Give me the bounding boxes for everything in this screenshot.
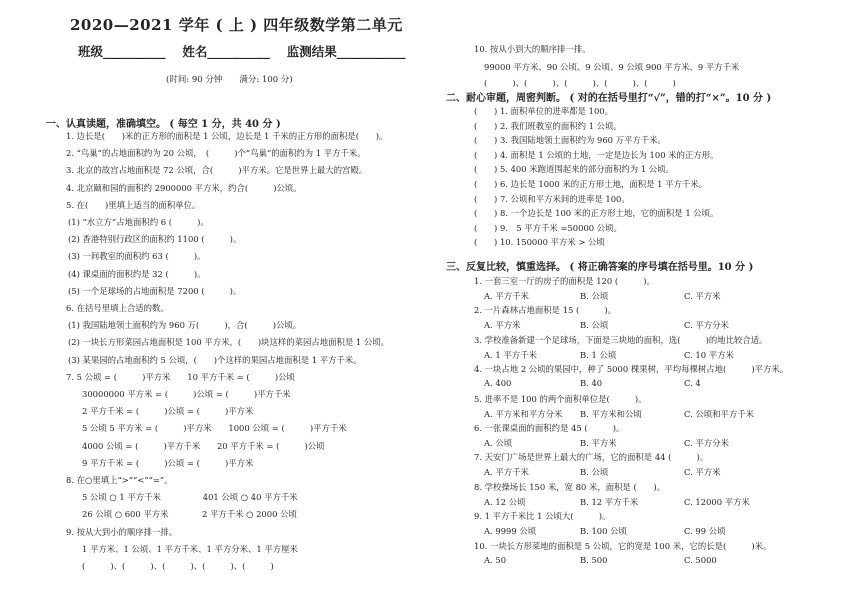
s3-option-c-1: C. 平方米	[684, 291, 721, 301]
s1-line-9: (4) 课桌面的面积约是 32 ( )。	[68, 269, 206, 279]
s3-option-b-10: B. 500	[580, 555, 608, 565]
s3-option-c-3: C. 10 平方米	[684, 350, 734, 360]
s1-line-26: ( )、( )、( )、( )、( )	[82, 561, 274, 571]
s3-option-c-9: C. 99 公顷	[684, 526, 726, 536]
s1-line-15: 7. 5 公顷 = ( )平方米 10 平方千米 = ( )公顷	[66, 372, 295, 382]
s2-line-5: ( ) 5. 400 米跑道围起来的部分面积约为 1 公顷。	[474, 164, 674, 174]
s2-line-8: ( ) 8. 一个边长是 100 米的正方形土地，它的面积是 1 公顷。	[474, 208, 719, 218]
s1-line-23: 26 公顷 ○ 600 平方米 2 平方千米 ○ 2000 公顷	[82, 509, 297, 519]
s3-option-a-2: A. 平方米	[484, 320, 521, 330]
page-title: 2020—2021 学年 ( 上 ) 四年级数学第二单元	[70, 16, 403, 34]
s3-option-a-4: A. 400	[484, 378, 512, 388]
s1-line-1: 1. 边长是( )米的正方形的面积是 1 公顷，边长是 1 千米的正方形的面积是( )。	[66, 131, 388, 141]
s1-line-8: (3) 一间教室的面积约 63 ( )。	[68, 251, 206, 261]
s3-question-8: 8. 学校操场长 150 米，宽 80 米，面积是 ( )。	[474, 482, 666, 492]
s3-option-a-10: A. 50	[484, 555, 507, 565]
s3-option-a-8: A. 12 公顷	[484, 497, 526, 507]
section-3-heading: 三、反复比较，慎重选择。 ( 将正确答案的序号填在括号里。10 分 )	[446, 262, 754, 273]
s3-option-b-1: B. 公顷	[580, 291, 609, 301]
s1-line-18: 5 公顷 5 平方米 = ( )平方米 1000 公顷 = ( )平方千米	[82, 423, 347, 433]
s3-option-a-5: A. 平方米和平方分米	[484, 409, 563, 419]
student-info-line: 班级__________ 姓名__________ 监测结果___________	[78, 44, 406, 59]
s3-question-2: 2. 一片森林占地面积是 15 ( )。	[474, 305, 617, 315]
s3-option-c-7: C. 平方米	[684, 467, 721, 477]
s1-line-12: (1) 我国陆地领土面积约为 960 万( )，合( )公顷。	[68, 320, 302, 330]
s2-line-7: ( ) 7. 公顷和平方米间的进率是 100。	[474, 194, 630, 204]
s3-option-c-5: C. 公顷和平方千米	[684, 409, 755, 419]
s2-line-6: ( ) 6. 边长是 1000 米的正方形土地，面积是 1 平方千米。	[474, 179, 708, 189]
s1-line-20: 9 平方千米 = ( )公顷 = ( )平方米	[82, 458, 254, 468]
s1-line-5: 5. 在( )里填上适当的面积单位。	[66, 200, 201, 210]
s2-line-9: ( ) 9. 5 平方千米 =50000 公顷。	[474, 223, 622, 233]
s3-option-c-10: C. 5000	[684, 555, 717, 565]
s3-question-10: 10. 一块长方形菜地的面积是 5 公顷，它的宽是 100 米，它的长是( )米。	[474, 541, 772, 551]
s3-option-b-9: B. 100 公顷	[580, 526, 627, 536]
s3-option-b-4: B. 40	[580, 378, 603, 388]
s3-option-b-3: B. 1 公顷	[580, 350, 617, 360]
s2-line-1: ( ) 1. 面积单位的进率都是 100。	[474, 106, 613, 116]
s3-option-a-9: A. 9999 公顷	[484, 526, 537, 536]
s3-question-6: 6. 一张课桌面的面积约是 45 ( )。	[474, 423, 625, 433]
s2-line-10: ( ) 10. 150000 平方米 > 公顷	[474, 237, 605, 247]
s1-line-10: (5) 一个足球场的占地面积是 7200 ( )。	[68, 286, 242, 296]
s2-line-2: ( ) 2. 我们班教室的面积约 1 公顷。	[474, 121, 622, 131]
section-1-heading: 一、认真读题，准确填空。 ( 每空 1 分，共 40 分 )	[46, 119, 281, 130]
s1-line-21: 8. 在○里填上“>”“<”“=”。	[66, 475, 173, 485]
s1-line-16: 30000000 平方米 = ( )公顷 = ( )平方千米	[82, 389, 291, 399]
s3-option-c-2: C. 平方分米	[684, 320, 729, 330]
s1-line-25: 1 平方米、1 公顷、1 平方千米、1 平方分米、1 平方厘米	[82, 544, 298, 554]
s3-option-b-5: B. 平方米和公顷	[580, 409, 642, 419]
s3-option-a-1: A. 平方千米	[484, 291, 529, 301]
q10-line-1: 10. 按从小到大的顺序排一排。	[474, 44, 591, 54]
s1-line-13: (2) 一块长方形菜园占地面积是 100 平方米，( )块这样的菜园占地面积是 1 公顷。	[68, 337, 390, 347]
s3-question-3: 3. 学校准备新建一个足球场，下面是三块地的面积，选( )的地比较合适。	[474, 335, 768, 345]
s1-line-7: (2) 香港特别行政区的面积约 1100 ( )。	[68, 234, 242, 244]
s1-line-14: (3) 某果园的占地面积约 5 公顷，( )个这样的果园占地面积是 1 平方千米。	[68, 355, 362, 365]
s3-question-9: 9. 1 平方千米比 1 公顷大( )。	[474, 511, 611, 521]
s3-question-5: 5. 进率不是 100 的两个面积单位是( )。	[474, 394, 647, 404]
q10-line-2: 99000 平方米、90 公顷、9 公顷、9 公顷 900 平方米、9 平方千米	[484, 62, 740, 72]
section-2-heading: 二、耐心审题，周密判断。 ( 对的在括号里打“√”，错的打“×”。10 分 )	[446, 93, 772, 104]
s1-line-4: 4. 北京颐和园的面积约 2900000 平方米，约合( )公顷。	[66, 183, 302, 193]
s3-question-7: 7. 天安门广场是世界上最大的广场，它的面积是 44 ( )。	[474, 452, 709, 462]
s1-line-22: 5 公顷 ○ 1 平方千米 401 公顷 ○ 40 平方千米	[82, 492, 298, 502]
exam-time-score: (时间: 90 分钟 满分: 100 分)	[166, 75, 293, 85]
s3-option-b-8: B. 12 平方千米	[580, 497, 639, 507]
s3-option-c-4: C. 4	[684, 378, 701, 388]
s2-line-3: ( ) 3. 我国陆地领土面积约为 960 万平方千米。	[474, 135, 666, 145]
s1-line-19: 4000 公顷 = ( )平方千米 20 平方千米 = ( )公顷	[82, 441, 325, 451]
s3-option-a-6: A. 公顷	[484, 438, 513, 448]
s1-line-2: 2. “鸟巢”的占地面积约为 20 公顷， ( )个“鸟巢”的面积约为 1 平方千米。	[66, 148, 366, 158]
s3-option-c-8: C. 12000 平方米	[684, 497, 750, 507]
s1-line-6: (1) “水立方”占地面积约 6 ( )。	[68, 217, 209, 227]
s1-line-3: 3. 北京的故宫占地面积是 72 公顷，合( )平方米。它是世界上最大的宫殿。	[66, 165, 368, 175]
s3-question-4: 4. 一块占地 2 公顷的果园中，种了 5000 棵果树，平均每棵树占地( )平方米。	[474, 364, 789, 374]
s3-question-1: 1. 一套三室一厅的房子的面积是 120 ( )。	[474, 276, 655, 286]
q10-line-3: ( )、( )、( )、( )、( )	[484, 78, 676, 88]
s1-line-11: 6. 在括号里填上合适的数。	[66, 303, 169, 313]
s3-option-a-7: A. 平方千米	[484, 467, 529, 477]
s1-line-24: 9. 按从大到小的顺序排一排。	[66, 527, 178, 537]
s3-option-a-3: A. 1 平方千米	[484, 350, 537, 360]
s3-option-b-6: B. 平方米	[580, 438, 617, 448]
s1-line-17: 2 平方千米 = ( )公顷 = ( )平方米	[82, 406, 254, 416]
s3-option-b-7: B. 公顷	[580, 467, 609, 477]
s3-option-c-6: C. 平方分米	[684, 438, 729, 448]
s3-option-b-2: B. 公顷	[580, 320, 609, 330]
s2-line-4: ( ) 4. 面积是 1 公顷的土地，一定是边长为 100 米的正方形。	[474, 150, 719, 160]
